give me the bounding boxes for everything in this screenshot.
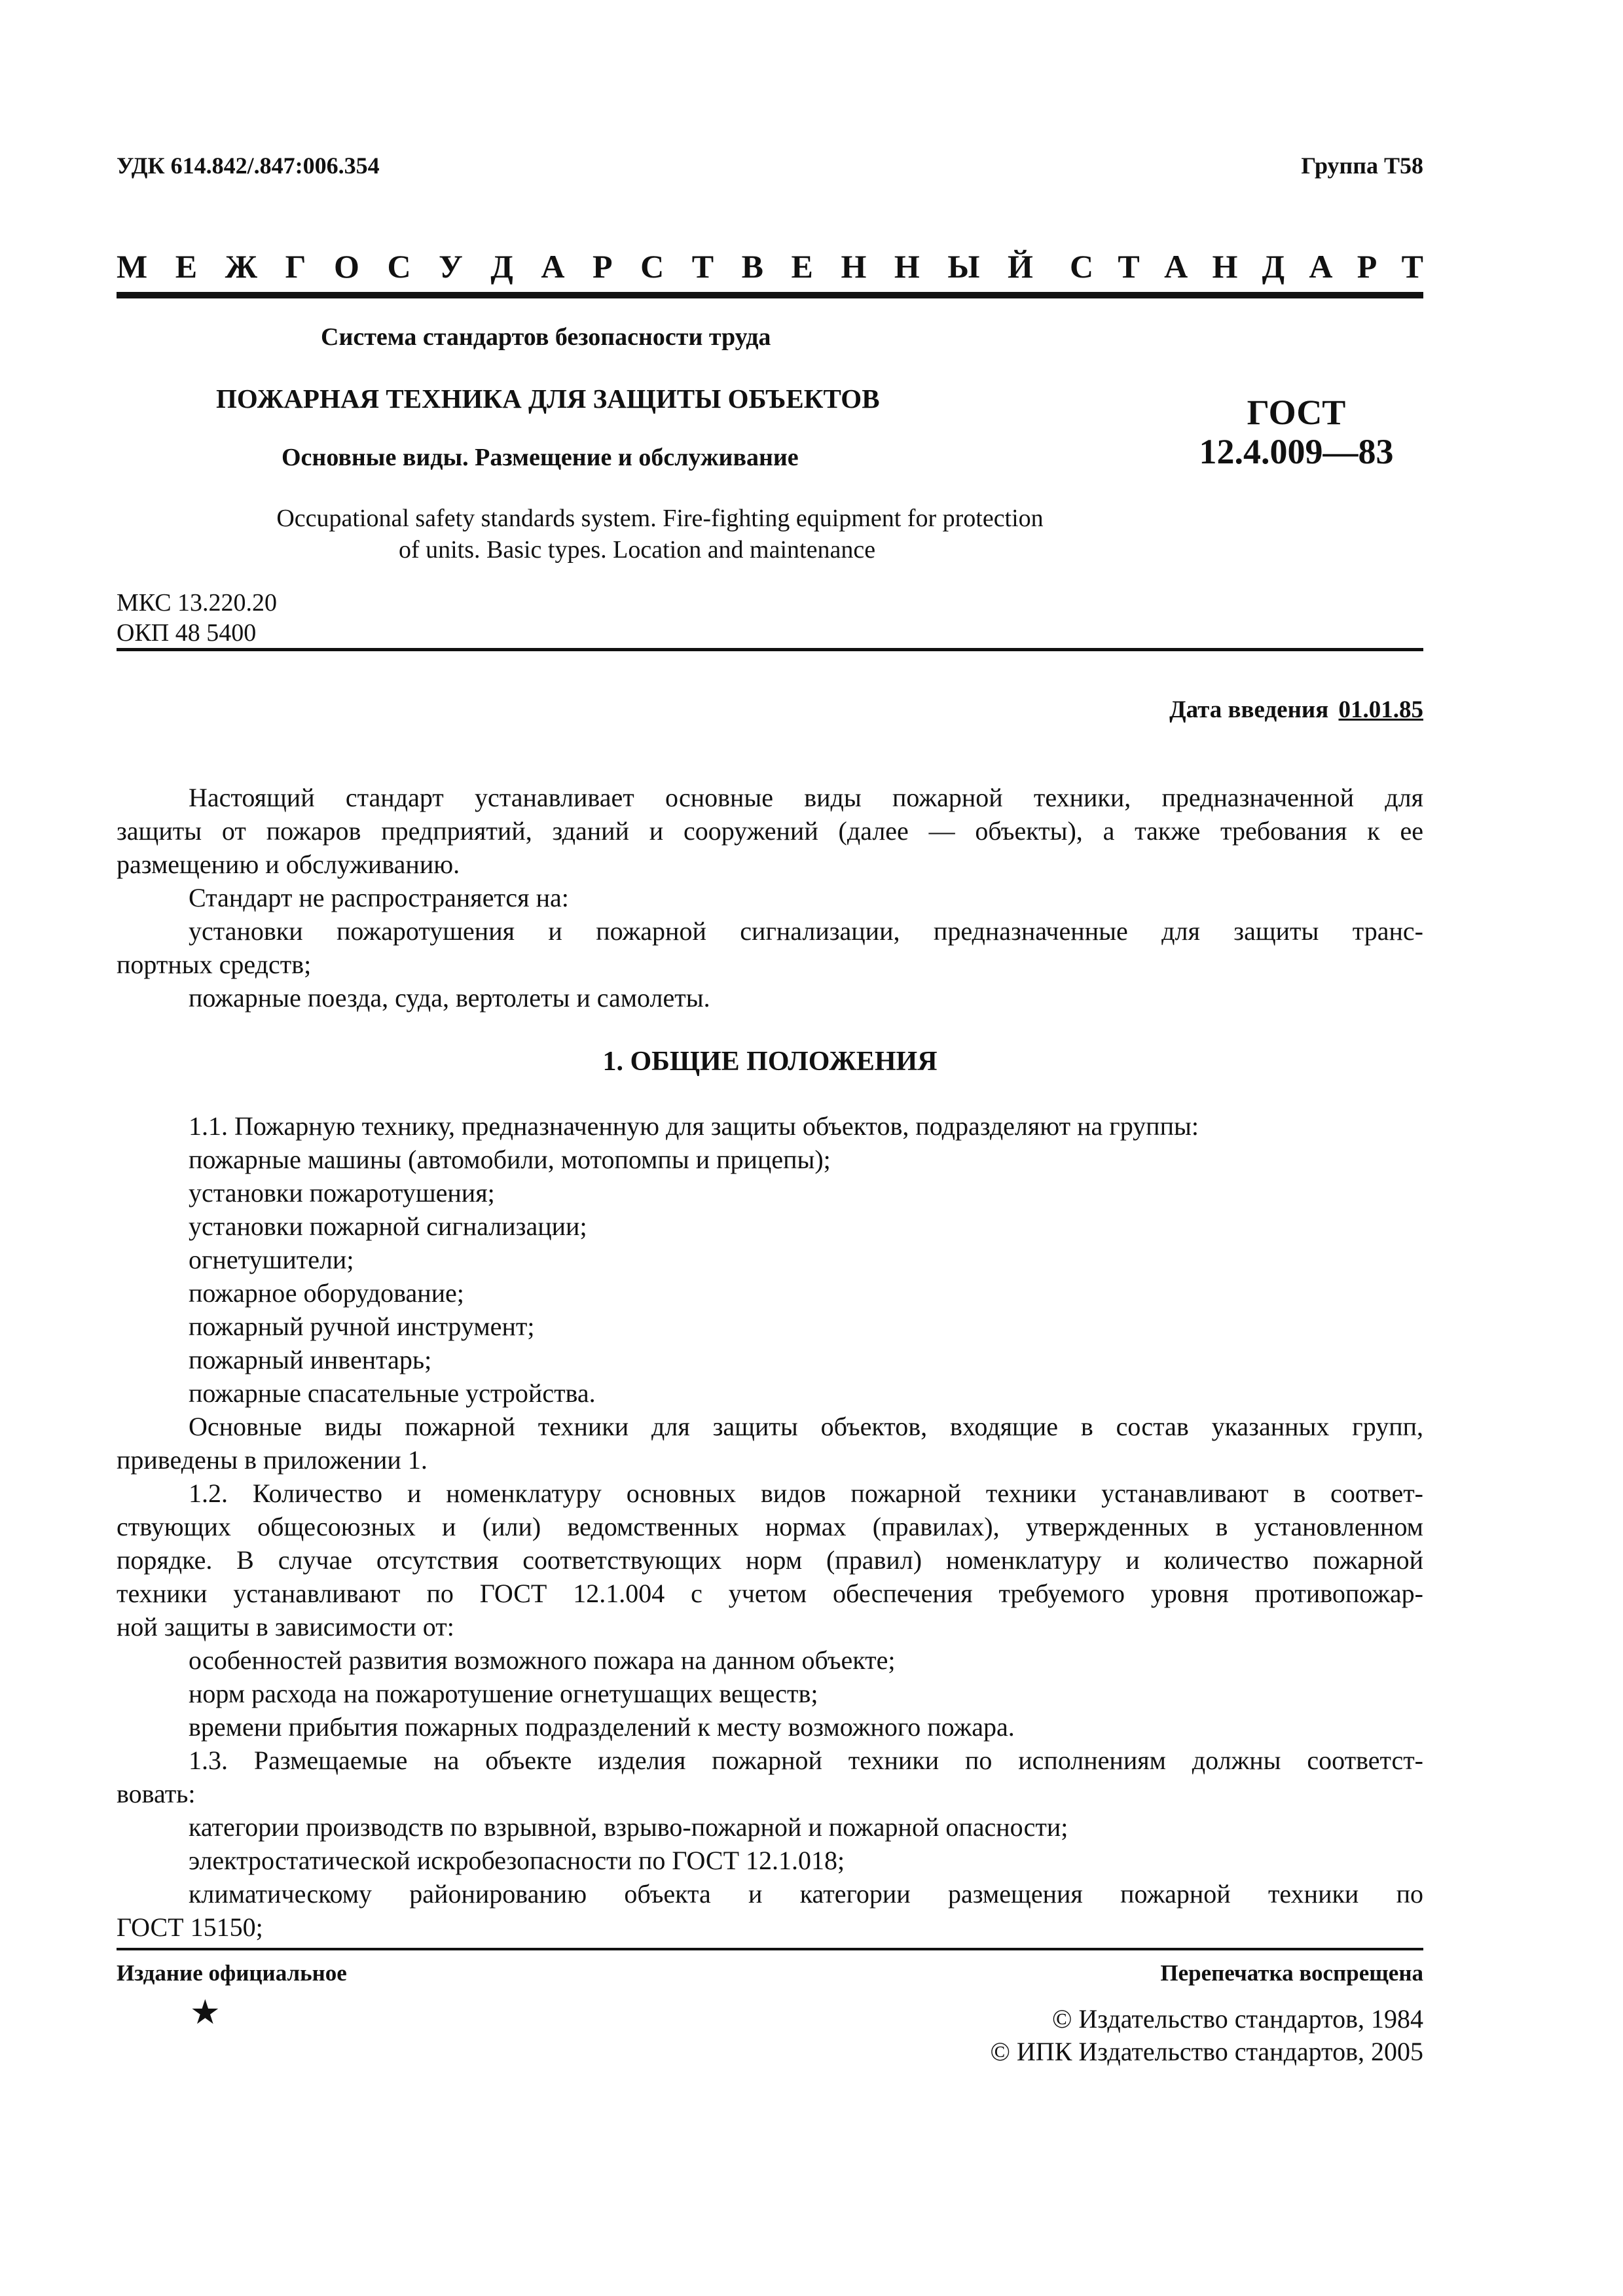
clause-1-2-line3: порядке. В случае отсутствия соответствующих норм (правил) номенклатуру и количество пожарной: [117, 1545, 1423, 1575]
intro-p3-line1: установки пожаротушения и пожарной сигнализации, предназначенные для защиты транс-: [189, 916, 1423, 946]
copyright-line2: © ИПК Издательство стандартов, 2005: [990, 2037, 1423, 2066]
intro-p1-line2: защиты от пожаров предприятий, зданий и сооружений (далее — объекты), а также требования к ее: [117, 816, 1423, 846]
list-item: пожарный ручной инструмент;: [189, 1312, 535, 1341]
list-item: времени прибытия пожарных подразделений к месту возможного пожара.: [189, 1712, 1015, 1742]
intro-date-value: 01.01.85: [1338, 696, 1423, 723]
english-title-line2: of units. Basic types. Location and maintenance: [398, 536, 876, 564]
list-item: особенностей развития возможного пожара на данном объекте;: [189, 1645, 896, 1675]
title-rule: [117, 648, 1423, 651]
section1-heading: 1. ОБЩИЕ ПОЛОЖЕНИЯ: [602, 1047, 938, 1077]
clause-1-2-line4: техники устанавливают по ГОСТ 12.1.004 с учетом обеспечения требуемого уровня противопожар-: [117, 1579, 1423, 1608]
list-item: установки пожарной сигнализации;: [189, 1211, 587, 1241]
list-item: пожарные машины (автомобили, мотопомпы и прицепы);: [189, 1145, 831, 1174]
document-title: ПОЖАРНАЯ ТЕХНИКА ДЛЯ ЗАЩИТЫ ОБЪЕКТОВ: [216, 384, 880, 414]
group-code: Группа Т58: [1301, 152, 1423, 179]
classification-codes: [117, 588, 277, 648]
section1-body: [117, 1109, 1423, 1944]
clause-1-1-tail-line2: приведены в приложении 1.: [117, 1445, 428, 1475]
clause-1-1: 1.1. Пожарную технику, предназначенную для защиты объектов, подразделяют на группы:: [189, 1111, 1199, 1141]
copyright-block: [991, 2003, 1423, 2068]
clause-1-2-line2: ствующих общесоюзных и (или) ведомственных нормах (правилах), утвержденных в установленном: [117, 1512, 1423, 1541]
clause-1-3-line2: вовать:: [117, 1779, 196, 1808]
list-item: пожарный инвентарь;: [189, 1345, 432, 1374]
copyright-line1: © Издательство стандартов, 1984: [1051, 2004, 1423, 2034]
clause-1-2-line1: 1.2. Количество и номенклатуру основных видов пожарной техники устанавливают в соответ-: [189, 1479, 1423, 1508]
equipment-groups-list: [117, 1143, 1423, 1410]
list-item: норм расхода на пожаротушение огнетушащих веществ;: [189, 1679, 818, 1708]
intro-p3-line2: портных средств;: [117, 950, 312, 979]
mks-code: МКС 13.220.20: [117, 589, 278, 617]
document-subtitle: Основные виды. Размещение и обслуживание: [282, 444, 799, 471]
intro-p1-line3: размещению и обслуживанию.: [117, 850, 460, 879]
list-item: категории производств по взрывной, взрыво-пожарной и пожарной опасности;: [189, 1812, 1068, 1842]
clause-1-2-line5: ной защиты в зависимости от:: [117, 1612, 454, 1641]
clause-1-3-last-line2: ГОСТ 15150;: [117, 1912, 263, 1942]
clause-1-3-last-line1: климатическому районированию объекта и категории размещения пожарной техники по: [189, 1879, 1423, 1909]
clause-1-3-list: [117, 1810, 1423, 1877]
banner-word-interstate: М Е Ж Г О С У Д А Р С Т В Е Н Н Ы Й: [117, 248, 1033, 285]
reprint-prohibited: Перепечатка воспрещена: [1160, 1960, 1423, 1986]
intro-p2: Стандарт не распространяется на:: [189, 883, 569, 912]
list-item: пожарное оборудование;: [189, 1278, 464, 1308]
list-item: электростатической искробезопасности по ГОСТ 12.1.018;: [189, 1846, 845, 1875]
english-title: [117, 503, 1158, 565]
standard-banner: [117, 247, 1423, 285]
star-icon: ★: [190, 1994, 221, 2032]
intro-date-label: Дата введения: [1169, 696, 1329, 723]
official-edition: Издание официальное: [117, 1960, 347, 1986]
banner-rule: [117, 292, 1423, 298]
udc-code: УДК 614.842/.847:006.354: [117, 152, 380, 179]
gost-number: 12.4.009—83: [1199, 432, 1394, 471]
intro-p1-line1: Настоящий стандарт устанавливает основные виды пожарной техники, предназначенной для: [189, 783, 1423, 812]
clause-1-3-line1: 1.3. Размещаемые на объекте изделия пожарной техники по исполнениям должны соответст-: [189, 1746, 1423, 1775]
list-item: пожарные спасательные устройства.: [189, 1378, 596, 1408]
gost-designation: [1159, 393, 1434, 471]
english-title-line1: Occupational safety standards system. Fire-fighting equipment for protection: [276, 505, 1044, 532]
banner-word-standard: С Т А Н Д А Р Т: [1070, 248, 1423, 285]
intro-date: [1169, 696, 1423, 724]
list-item: установки пожаротушения;: [189, 1178, 495, 1208]
list-item: огнетушители;: [189, 1245, 354, 1274]
okp-code: ОКП 48 5400: [117, 619, 257, 647]
gost-label: ГОСТ: [1247, 393, 1346, 432]
footer-rule: [117, 1948, 1423, 1950]
intro-text: [117, 781, 1423, 1014]
clause-1-2-list: [117, 1643, 1423, 1744]
intro-p4: пожарные поезда, суда, вертолеты и самолеты.: [189, 983, 710, 1013]
system-name: Система стандартов безопасности труда: [321, 323, 771, 351]
clause-1-1-tail-line1: Основные виды пожарной техники для защиты объектов, входящие в состав указанных групп,: [189, 1412, 1423, 1441]
